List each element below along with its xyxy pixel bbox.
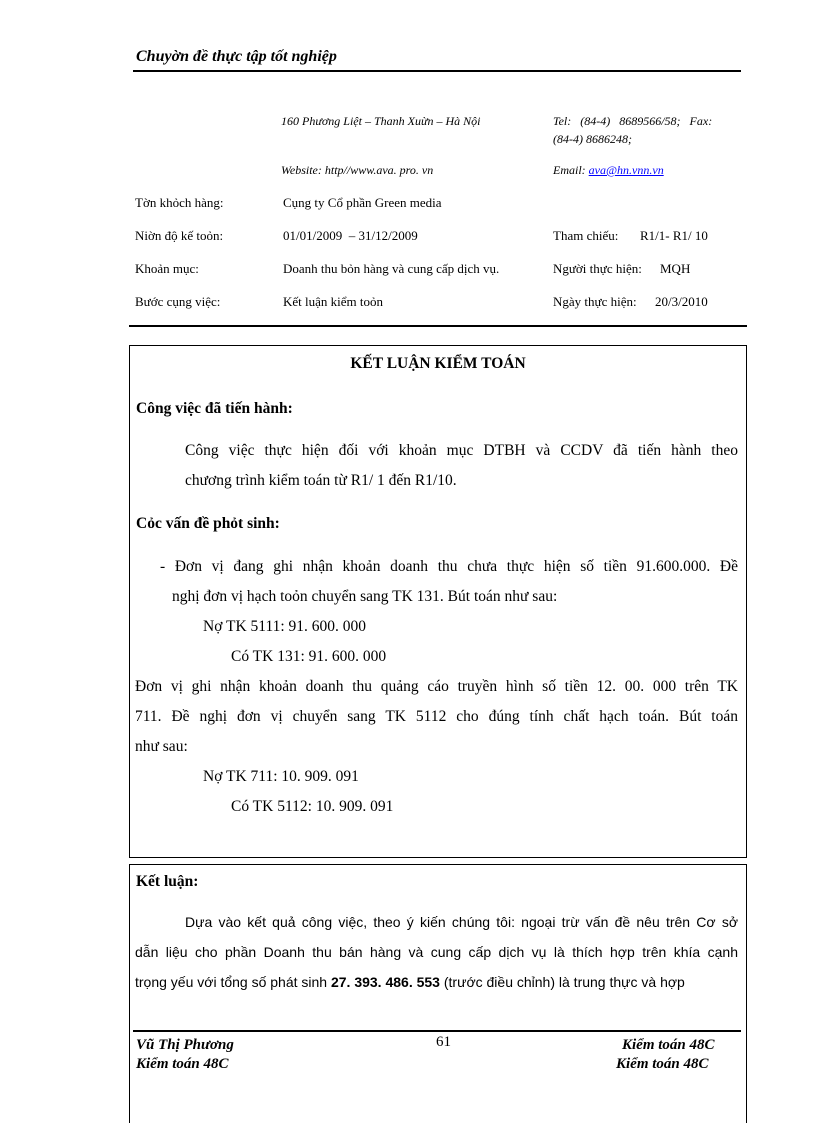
year-label: Niờn độ kế toỏn:	[135, 228, 224, 243]
final-line3-total: 27. 393. 486. 553	[330, 974, 440, 990]
work-line2: chương trình kiểm toán từ R1/ 1 đến R1/10.	[185, 472, 457, 489]
client-value: Cụng ty Cổ phần Green media	[283, 195, 442, 210]
date-label: Ngày thực hiện:	[553, 294, 637, 309]
final-box	[129, 864, 747, 1123]
step-value: Kết luận kiểm toỏn	[283, 294, 384, 309]
footer-author: Vũ Thị Phương	[136, 1037, 234, 1053]
step-label: Bước cụng việc:	[135, 294, 221, 309]
footer-right-line1: Kiểm toán 48C	[622, 1037, 715, 1053]
ref-label: Tham chiếu:	[553, 228, 619, 243]
final-heading: Kết luận:	[136, 873, 199, 890]
entry1-debit: Nợ TK 5111: 91. 600. 000	[203, 618, 367, 635]
issue1-line1: - Đơn vị đang ghi nhận khoản doanh thu chưa thực hiện số tiền 91.600.000. Đề	[160, 558, 738, 575]
company-tel-line2: (84-4) 8686248;	[553, 132, 632, 146]
issue1-line2: nghị đơn vị hạch toỏn chuyển sang TK 131. Bút toán như sau:	[172, 588, 558, 605]
final-line2: dẫn liệu cho phần Doanh thu bán hàng và cung cấp dịch vụ là thích hợp trên khía cạnh	[135, 944, 738, 960]
conclusion-title: KẾT LUẬN KIỂM TOÁN	[350, 355, 526, 372]
company-address: 160 Phương Liệt – Thanh Xuừn – Hà Nội	[281, 114, 481, 128]
issues-heading: Cỏc vấn đề phỏt sinh:	[136, 515, 280, 532]
final-line3	[135, 974, 738, 990]
account-value: Doanh thu bỏn hàng và cung cấp dịch vụ.	[283, 261, 500, 276]
entry2-credit: Có TK 5112: 10. 909. 091	[231, 798, 394, 815]
entry1-credit: Có TK 131: 91. 600. 000	[231, 648, 387, 665]
footer-rule	[133, 1030, 741, 1032]
footer-right-line2: Kiểm toán 48C	[616, 1056, 709, 1072]
footer-author-class: Kiểm toán 48C	[136, 1056, 229, 1072]
entry2-debit: Nợ TK 711: 10. 909. 091	[203, 768, 359, 785]
page-number: 61	[436, 1034, 451, 1050]
issue2-line1: Đơn vị ghi nhận khoản doanh thu quảng cáo truyền hình số tiền 12. 00. 000 trên TK	[135, 678, 738, 695]
final-line1: Dựa vào kết quả công việc, theo ý kiến chúng tôi: ngoại trừ vấn đề nêu trên Cơ sở	[185, 914, 738, 930]
email-link[interactable]: ava@hn.vnn.vn	[588, 163, 664, 177]
company-tel-line1: Tel: (84-4) 8689566/58; Fax:	[553, 114, 713, 128]
year-value: 01/01/2009 – 31/12/2009	[283, 228, 418, 243]
ref-value: R1/1- R1/ 10	[640, 228, 708, 243]
header-rule	[133, 70, 741, 72]
final-line3-post: (trước điều chỉnh) là trung thực và hợp	[443, 974, 685, 990]
account-label: Khoản mục:	[135, 261, 199, 276]
performer-label: Người thực hiện:	[553, 261, 642, 276]
fields-rule	[129, 325, 747, 327]
company-email	[553, 163, 664, 178]
client-label: Tờn khỏch hàng:	[135, 195, 224, 210]
final-line3-pre: trọng yếu với tổng số phát sinh	[135, 974, 328, 990]
date-value: 20/3/2010	[655, 294, 708, 309]
email-label: Email:	[553, 163, 586, 177]
work-heading: Công việc đã tiến hành:	[136, 400, 293, 417]
performer-value: MQH	[660, 261, 691, 276]
company-website: Website: http//www.ava. pro. vn	[281, 163, 434, 177]
work-line1: Công việc thực hiện đối với khoản mục DTBH và CCDV đã tiến hành theo	[185, 442, 738, 459]
issue2-line2: 711. Đề nghị đơn vị chuyển sang TK 5112 cho đúng tính chất hạch toán. Bút toán	[135, 708, 738, 725]
issue2-line3: như sau:	[135, 738, 188, 755]
header-title: Chuyờn đề thực tập tốt nghiệp	[136, 48, 337, 65]
